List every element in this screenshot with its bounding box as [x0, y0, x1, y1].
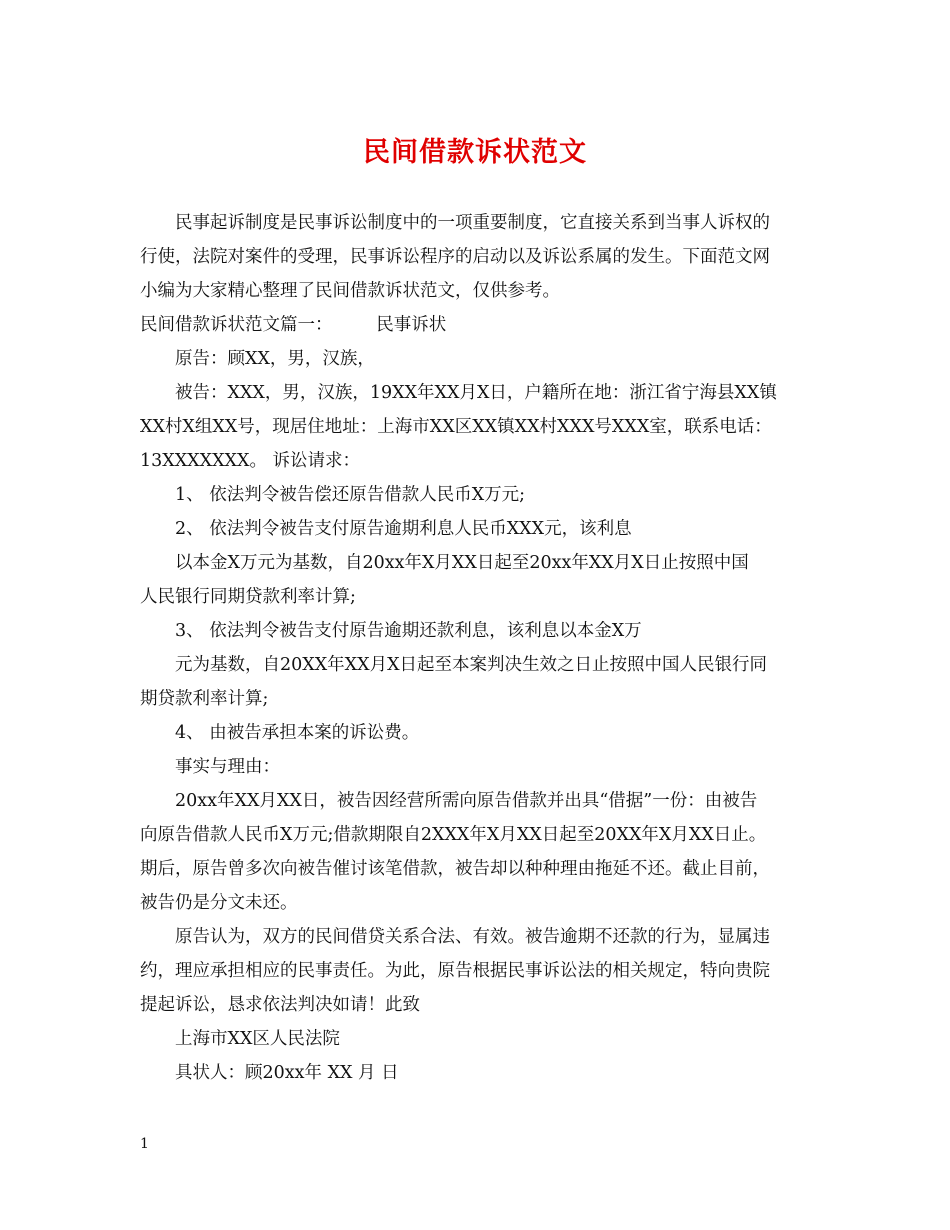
body-line: XX村X组XX号，现居住地址：上海市XX区XX镇XX村XXX号XXX室，联系电话： — [140, 417, 772, 437]
page-number: 1 — [140, 1136, 149, 1152]
body-line: 行使，法院对案件的受理，民事诉讼程序的启动以及诉讼系属的发生。下面范文网 — [140, 247, 770, 267]
body-line: 民事起诉制度是民事诉讼制度中的一项重要制度，它直接关系到当事人诉权的 — [175, 213, 770, 233]
body-line: 提起诉讼，恳求依法判决如请！此致 — [140, 995, 420, 1015]
document-body — [140, 206, 812, 1090]
body-line: 3、 依法判令被告支付原告逾期还款利息，该利息以本金X万 — [175, 621, 642, 641]
body-line: 以本金X万元为基数，自20xx年X月XX日起至20xx年XX月X日止按照中国 — [175, 553, 749, 573]
body-line: 4、 由被告承担本案的诉讼费。 — [175, 723, 420, 743]
body-line: 小编为大家精心整理了民间借款诉状范文，仅供参考。 — [140, 281, 560, 301]
body-line: 20xx年XX月XX日，被告因经营所需向原告借款并出具“借据”一份：由被告 — [175, 791, 758, 811]
body-line: 事实与理由： — [175, 757, 280, 777]
body-line: 向原告借款人民币X万元;借款期限自2XXX年X月XX日起至20XX年X月XX日止。 — [140, 825, 767, 845]
body-line: 期后，原告曾多次向被告催讨该笔借款，被告却以种种理由拖延不还。截止目前， — [140, 859, 770, 879]
body-line: 民间借款诉状范文篇一： 民事诉状 — [140, 315, 447, 335]
body-line: 被告仍是分文未还。 — [140, 893, 298, 913]
body-line: 1、 依法判令被告偿还原告借款人民币X万元; — [175, 485, 526, 505]
body-line: 上海市XX区人民法院 — [175, 1029, 340, 1049]
body-line: 约，理应承担相应的民事责任。为此，原告根据民事诉讼法的相关规定，特向贵院 — [140, 961, 770, 981]
document-title: 民间借款诉状范文 — [363, 137, 587, 168]
body-line: 元为基数，自20XX年XX月X日起至本案判决生效之日止按照中国人民银行同 — [175, 655, 768, 675]
body-line: 原告：顾XX，男，汉族， — [175, 349, 375, 369]
body-line: 被告：XXX，男，汉族，19XX年XX月X日，户籍所在地：浙江省宁海县XX镇 — [175, 383, 777, 403]
body-line: 原告认为，双方的民间借贷关系合法、有效。被告逾期不还款的行为，显属违 — [175, 927, 770, 947]
body-line: 具状人：顾20xx年 XX 月 日 — [175, 1063, 399, 1083]
body-line: 期贷款利率计算; — [140, 689, 269, 709]
body-line: 人民银行同期贷款利率计算; — [140, 587, 356, 607]
body-line: 2、 依法判令被告支付原告逾期利息人民币XXX元，该利息 — [175, 519, 632, 539]
body-line: 13XXXXXXX。 诉讼请求： — [140, 451, 361, 471]
